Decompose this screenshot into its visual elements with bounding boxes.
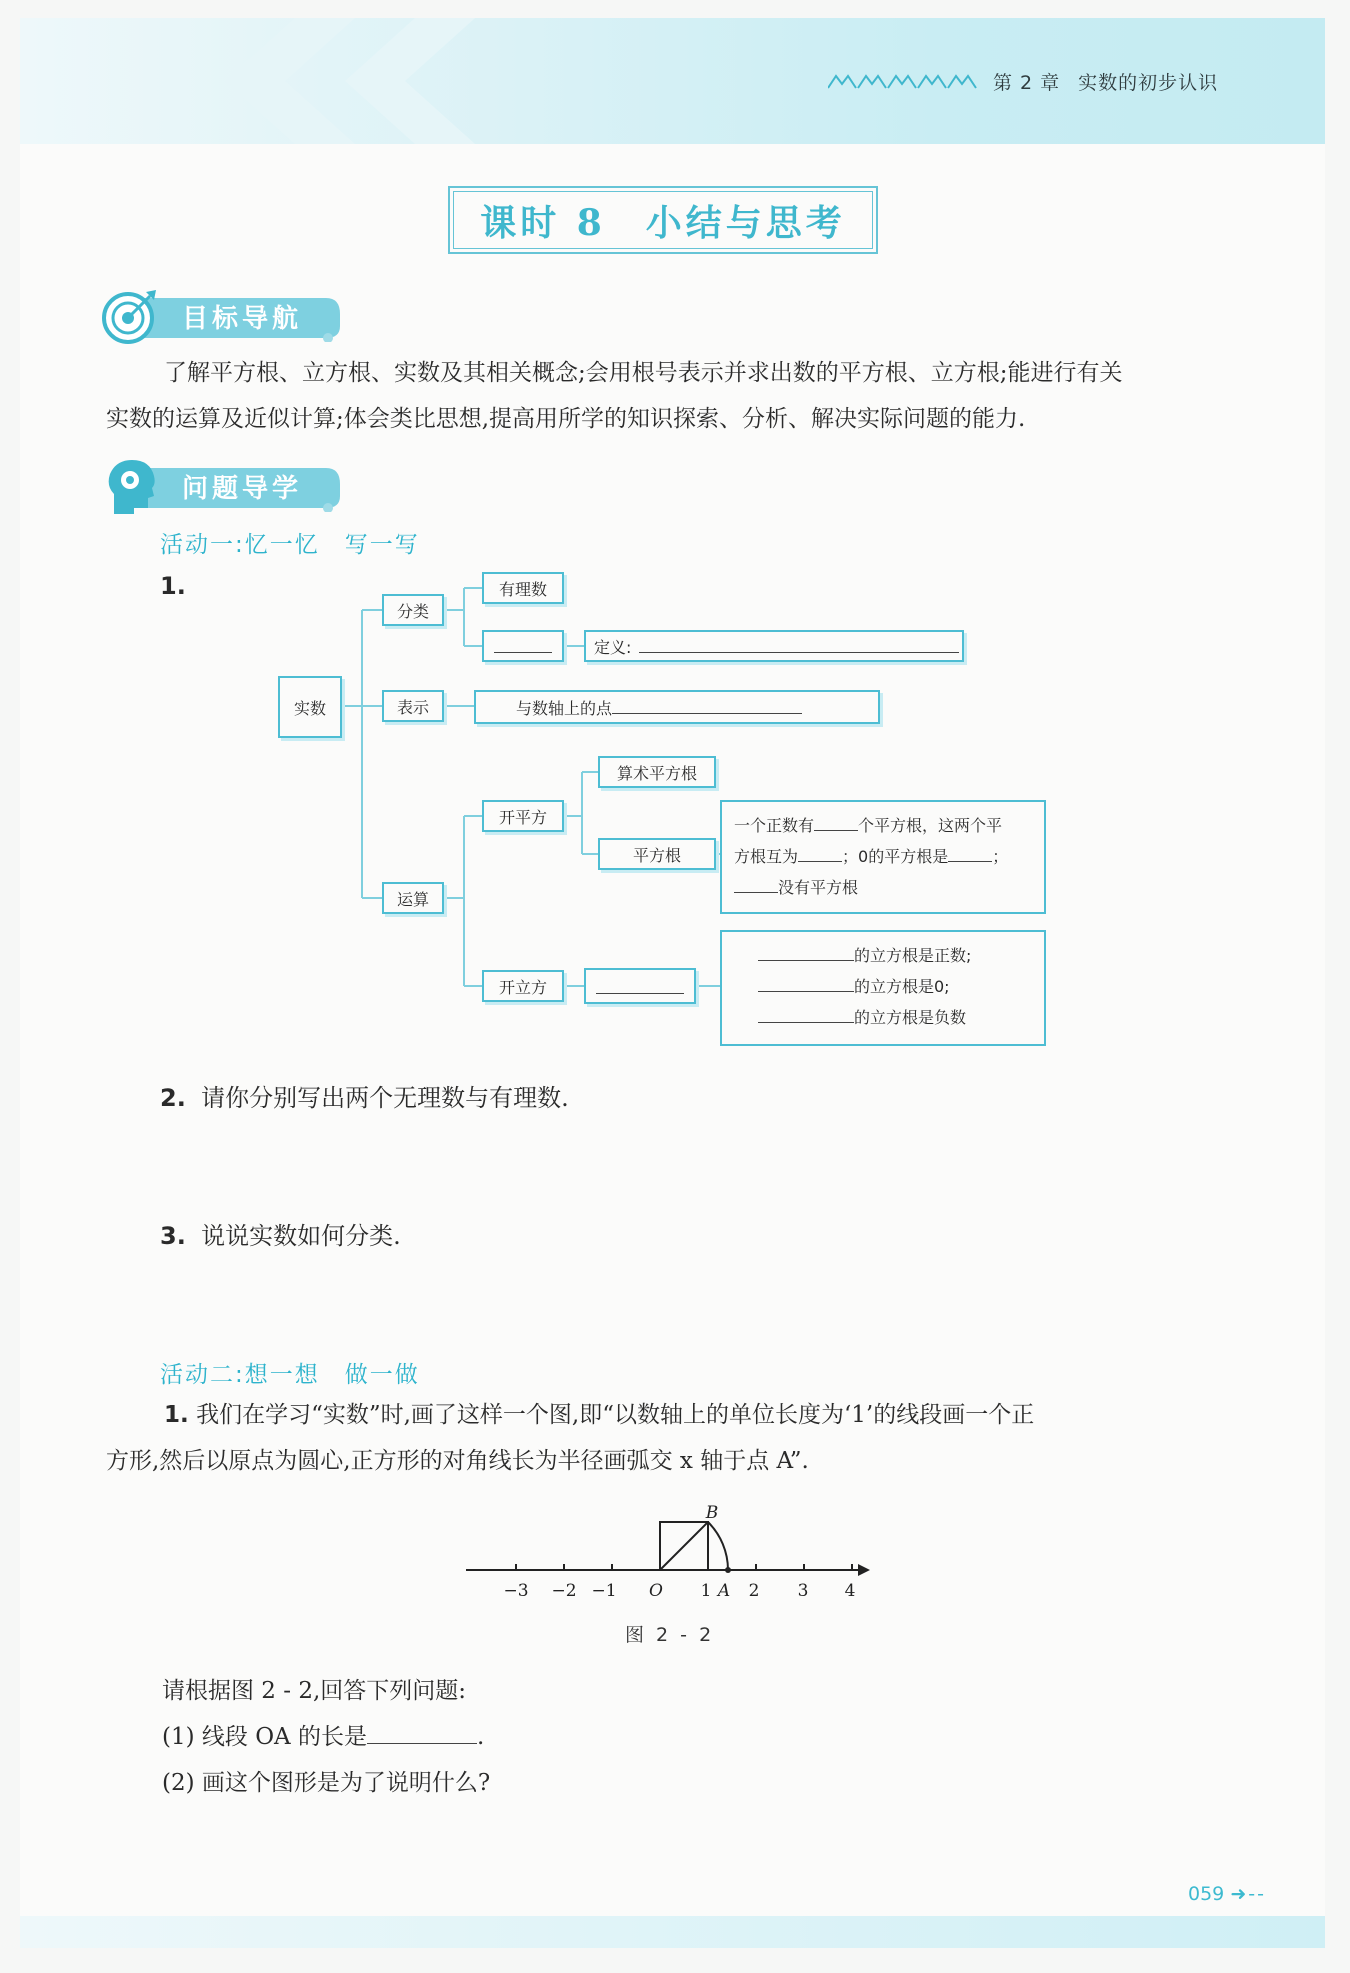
represent-node: 表示 — [382, 690, 444, 722]
activity2-q1-line1: 我们在学习“实数”时,画了这样一个图,即“以数轴上的单位长度为‘1’的线段画一个正 — [196, 1402, 1035, 1428]
mountain-icon — [828, 72, 978, 90]
number-line-correspondence-node — [474, 690, 880, 724]
head-gear-icon — [104, 456, 160, 516]
goal-text-line1: 了解平方根、立方根、实数及其相关概念;会用根号表示并求出数的平方根、立方根;能进行有关 — [164, 360, 1123, 386]
activity1-q1-number: 1. — [160, 572, 186, 600]
classify-node: 分类 — [382, 594, 444, 626]
activity2-q1: 1. 我们在学习“实数”时,画了这样一个图,即“以数轴上的单位长度为‘1’的线段画一个正 方形,然后以原点为圆心,正方形的对角线长为半径画弧交 x 轴于点 A”. — [106, 1392, 1246, 1484]
page-number: 059 ➜ ‐ ‐ — [1188, 1883, 1263, 1905]
tick-label-A: A — [717, 1581, 731, 1601]
chapter-header — [993, 68, 1236, 95]
activity2-sub1-text: (1) 线段 OA 的长是 — [162, 1724, 367, 1750]
lesson-title-frame — [448, 186, 878, 254]
cube-root-operation-node: 开立方 — [482, 970, 564, 1002]
activity2-title: 活动二:想一想 做一做 — [160, 1362, 420, 1388]
square-root-node: 平方根 — [598, 838, 716, 870]
point-A — [725, 1567, 731, 1573]
sqrt-desc-2b: ；0的平方根是 — [842, 847, 949, 866]
activity1-q3-text: 说说实数如何分类. — [201, 1222, 401, 1250]
arrow-icon: ➜ ‐ ‐ — [1230, 1883, 1263, 1905]
tick-label: 4 — [844, 1581, 856, 1601]
activity1-q2: 2. 请你分别写出两个无理数与有理数. — [160, 1084, 569, 1112]
tick-label: 3 — [797, 1581, 809, 1601]
number-line-figure — [460, 1500, 870, 1610]
guide-tab-label: 问题导学 — [182, 474, 303, 504]
chapter-title: 实数的初步认识 — [1078, 72, 1219, 94]
square-diagonal — [660, 1522, 708, 1570]
x-axis-arrow — [858, 1564, 870, 1576]
arc — [708, 1522, 728, 1570]
tick-label: −1 — [591, 1581, 617, 1601]
cube-root-blank-node — [584, 968, 696, 1004]
definition-label: 定义: — [594, 637, 632, 657]
definition-node — [584, 630, 964, 662]
activity2-sub1-period: . — [476, 1724, 485, 1750]
tick-label-origin: O — [649, 1581, 663, 1601]
cbrt-desc-1: 的立方根是正数; — [854, 946, 972, 965]
tick-label: 1 — [700, 1581, 712, 1601]
tick-label: −3 — [503, 1581, 529, 1601]
sqrt-desc-2a: 方根互为 — [734, 847, 799, 866]
goal-text — [106, 350, 1246, 442]
activity2-sub2: (2) 画这个图形是为了说明什么? — [162, 1770, 491, 1796]
activity1-title: 活动一:忆一忆 写一写 — [160, 532, 420, 558]
cube-root-properties-node — [720, 930, 1046, 1046]
footer-band — [20, 1916, 1325, 1948]
goal-tab — [102, 292, 342, 338]
figure-caption: 图 2 - 2 — [625, 1624, 715, 1646]
real-number-node: 实数 — [278, 676, 342, 738]
activity1-q3: 3. 说说实数如何分类. — [160, 1222, 401, 1250]
label-B: B — [705, 1503, 719, 1523]
arithmetic-square-root-node: 算术平方根 — [598, 756, 716, 788]
cbrt-desc-3: 的立方根是负数 — [854, 1008, 967, 1027]
target-icon — [102, 288, 160, 344]
sqrt-desc-1a: 一个正数有 — [734, 816, 815, 835]
square-root-operation-node: 开平方 — [482, 800, 564, 832]
activity2-q1-line2: 方形,然后以原点为圆心,正方形的对角线长为半径画弧交 x 轴于点 A”. — [106, 1448, 809, 1474]
cbrt-desc-2: 的立方根是0; — [854, 977, 950, 996]
represent-text: 与数轴上的点 — [516, 698, 613, 718]
header-chevron-decoration — [225, 18, 355, 144]
tick-label: −2 — [551, 1581, 577, 1601]
goal-text-line2: 实数的运算及近似计算;体会类比思想,提高用所学的知识探索、分析、解决实际问题的能力. — [106, 406, 1026, 432]
sqrt-desc-1b: 个平方根，这两个平 — [858, 816, 1003, 835]
irrational-blank-node — [482, 630, 564, 662]
rational-number-node: 有理数 — [482, 572, 564, 604]
activity1-q2-text: 请你分别写出两个无理数与有理数. — [201, 1084, 569, 1112]
square-root-properties-node — [720, 800, 1046, 914]
chapter-number: 第 2 章 — [993, 72, 1061, 94]
sqrt-desc-3: 没有平方根 — [778, 878, 859, 897]
activity2-sub1 — [162, 1718, 484, 1751]
lesson-title: 课时 8 小结与思考 — [453, 191, 873, 249]
guide-tab — [102, 462, 342, 508]
activity2-prompt: 请根据图 2 - 2,回答下列问题: — [162, 1678, 467, 1704]
goal-tab-label: 目标导航 — [182, 304, 303, 334]
operation-node: 运算 — [382, 882, 444, 914]
header-chevron-decoration — [345, 18, 475, 144]
sqrt-desc-2c: ； — [992, 847, 1009, 866]
tick-label: 2 — [748, 1581, 760, 1601]
